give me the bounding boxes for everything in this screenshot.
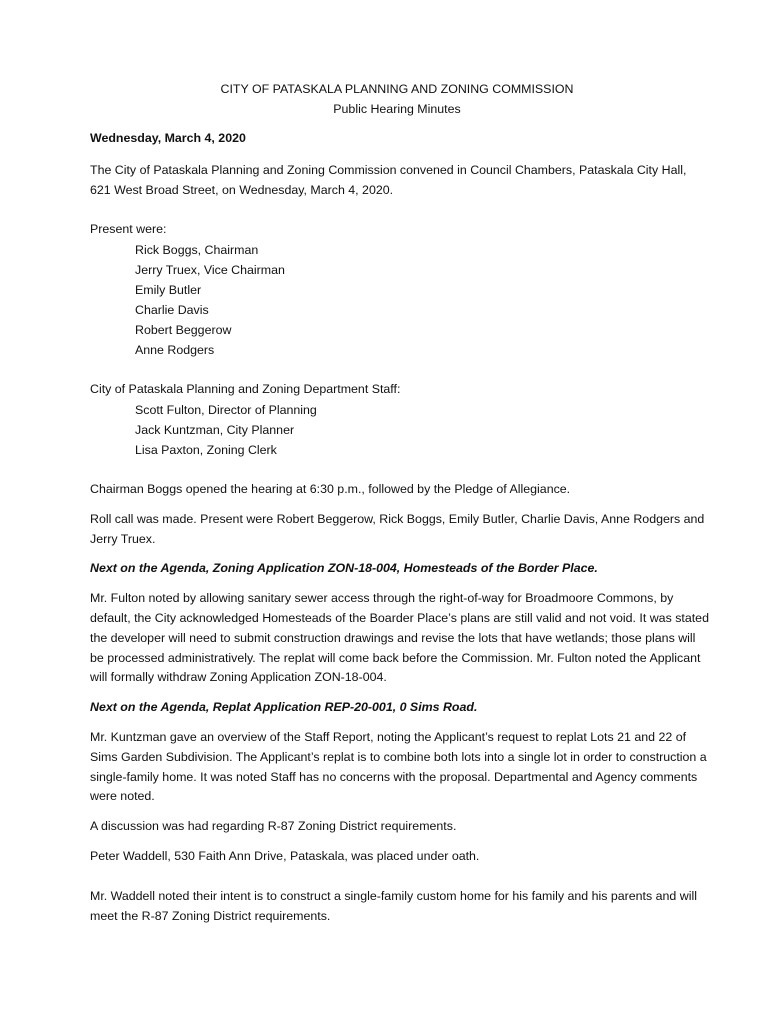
waddell-paragraph: Mr. Waddell noted their intent is to construct a single-family custom home for his family and his parents and will meet the R-87 Zoning District requirements. <box>90 888 697 923</box>
staff-member: Jack Kuntzman, City Planner <box>135 422 295 437</box>
present-member: Rick Boggs, Chairman <box>135 243 259 258</box>
present-section <box>90 220 710 360</box>
present-member: Charlie Davis <box>135 303 209 318</box>
discussion-paragraph: A discussion was had regarding R-87 Zoning District requirements. <box>90 819 457 834</box>
staff-list <box>90 400 710 460</box>
opening-paragraph: Chairman Boggs opened the hearing at 6:30 p.m., followed by the Pledge of Allegiance. <box>90 481 571 496</box>
agenda-item-1-body: Mr. Fulton noted by allowing sanitary sewer access through the right-of-way for Broadmoore Commons, by default, the City acknowledged Homesteads of the Boarder Place’s plans are still valid and not void. It was stated the developer will need to submit construction drawings and revise the lots that have wetlands; those plans will be processed administratively. The replat will come back before the Commission. Mr. Fulton noted the Applicant will formally withdraw Zoning Application ZON-18-004. <box>90 591 709 685</box>
present-member: Jerry Truex, Vice Chairman <box>135 263 285 278</box>
present-member: Anne Rodgers <box>135 343 215 358</box>
document-header <box>84 80 710 119</box>
staff-section <box>90 380 710 460</box>
staff-label: City of Pataskala Planning and Zoning Department Staff: <box>90 382 401 397</box>
staff-member: Scott Fulton, Director of Planning <box>135 402 317 417</box>
present-label: Present were: <box>90 222 167 237</box>
oath-paragraph: Peter Waddell, 530 Faith Ann Drive, Pataskala, was placed under oath. <box>90 848 480 863</box>
agenda-item-2-heading: Next on the Agenda, Replat Application REP-20-001, 0 Sims Road. <box>90 700 478 715</box>
present-member: Robert Beggerow <box>135 323 232 338</box>
intro-paragraph: The City of Pataskala Planning and Zoning Commission convened in Council Chambers, Pataskala City Hall, 621 West Broad Street, on Wednesday, March 4, 2020. <box>90 162 687 197</box>
minutes-subtitle: Public Hearing Minutes <box>333 101 461 116</box>
agenda-item-2-body: Mr. Kuntzman gave an overview of the Staff Report, noting the Applicant’s request to replat Lots 21 and 22 of Sims Garden Subdivision. The Applicant’s replat is to combine both lots into a single lot in order to construction a single-family home. It was noted Staff has no concerns with the proposal. Departmental and Agency comments were noted. <box>90 729 707 804</box>
roll-call-paragraph: Roll call was made. Present were Robert Beggerow, Rick Boggs, Emily Butler, Charlie Davis, Anne Rodgers and Jerry Truex. <box>90 511 705 546</box>
agenda-item-1-heading: Next on the Agenda, Zoning Application ZON-18-004, Homesteads of the Border Place. <box>90 561 598 576</box>
present-list <box>90 240 710 360</box>
staff-member: Lisa Paxton, Zoning Clerk <box>135 442 277 457</box>
commission-title: CITY OF PATASKALA PLANNING AND ZONING COMMISSION <box>220 82 574 96</box>
present-member: Emily Butler <box>135 283 202 298</box>
meeting-date-heading: Wednesday, March 4, 2020 <box>90 131 246 145</box>
